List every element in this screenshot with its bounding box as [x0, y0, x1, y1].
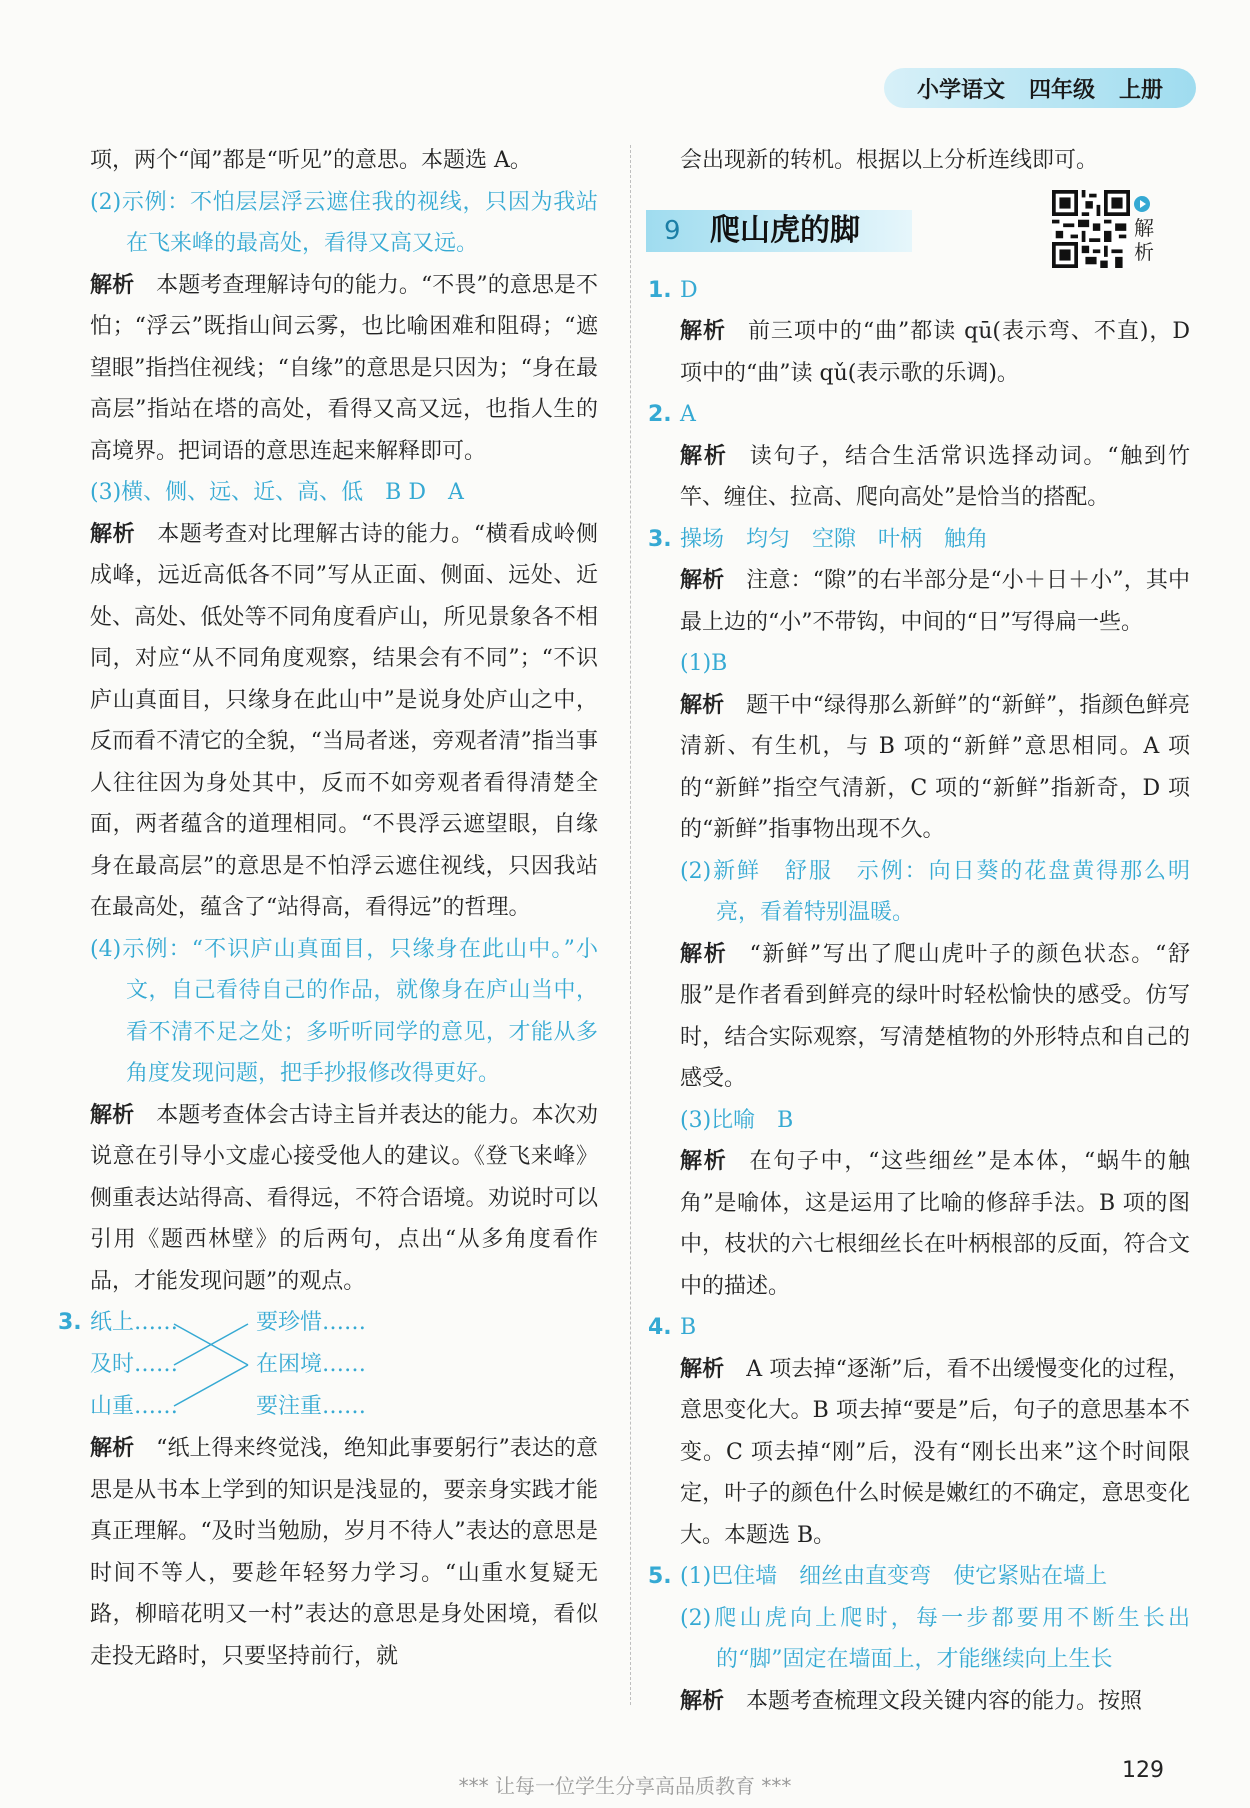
- answer-line: (2)爬山虎向上爬时，每一步都要用不断生长出的“脚”固定在墙面上，才能继续向上生长: [680, 1605, 1190, 1672]
- section-number: 9: [664, 215, 681, 246]
- question-number: 1.: [648, 277, 672, 303]
- analysis-text: 题干中“绿得那么新鲜”的“新鲜”，指颜色鲜亮清新、有生机，与 B 项的“新鲜”意思相同。A 项的“新鲜”指空气清新，C 项的“新鲜”指新奇，D 项的“新鲜”指事物出现不久。: [680, 692, 1190, 842]
- analysis-block: [90, 1095, 598, 1303]
- analysis-block: [90, 265, 598, 473]
- match-right-item: 要珍惜……: [256, 1310, 367, 1335]
- match-lines: [90, 1302, 350, 1428]
- analysis-label: 解析: [90, 1436, 135, 1461]
- play-icon[interactable]: [1134, 196, 1150, 212]
- analysis-block: [680, 560, 1190, 643]
- answer-text: A: [680, 402, 696, 427]
- answer-line: (1)B: [680, 651, 728, 676]
- grade-label: 四年级: [1028, 77, 1095, 103]
- analysis-block: [680, 1141, 1190, 1307]
- qr-label: 解析: [1134, 215, 1154, 264]
- answer-line: 会出现新的转机。根据以上分析连线即可。: [680, 148, 1099, 173]
- analysis-text: 前三项中的“曲”都读 qū(表示弯、不直)，D 项中的“曲”读 qǔ(表示歌的乐调)。: [680, 319, 1190, 386]
- answer-text: B: [680, 1315, 697, 1340]
- page-number: 129: [1122, 1758, 1164, 1783]
- question-answer: [648, 1556, 1190, 1598]
- match-left-item: 山重……: [90, 1394, 179, 1419]
- question-answer: [648, 394, 1190, 436]
- answer-line: (3)横、侧、远、近、高、低 B D A: [90, 480, 464, 505]
- answer-line: (4)示例：“不识庐山真面目，只缘身在此山中。”小文，自己看待自己的作品，就像身在庐山当中，看不清不足之处；多听听同学的意见，才能从多角度发现问题，把手抄报修改得更好。: [90, 936, 598, 1086]
- analysis-label: 解析: [680, 319, 726, 344]
- question-number: 3.: [648, 526, 672, 552]
- match-right-item: 在困境……: [256, 1352, 367, 1377]
- analysis-block: [680, 436, 1190, 519]
- match-line: [174, 1365, 248, 1406]
- left-column: [58, 140, 598, 1677]
- analysis-block: [680, 934, 1190, 1100]
- answer-text: 操场 均匀 空隙 叶柄 触角: [680, 526, 989, 552]
- column-divider: [630, 145, 631, 1705]
- analysis-text: “新鲜”写出了爬山虎叶子的颜色状态。“舒服”是作者看到鲜亮的绿叶时轻松愉快的感受。仿写时，结合实际观察，写清楚植物的外形特点和自己的感受。: [680, 941, 1190, 1091]
- analysis-label: 解析: [90, 521, 136, 547]
- analysis-text: 注意：“隙”的右半部分是“小＋日＋小”，其中最上边的“小”不带钩，中间的“日”写得扁一些。: [680, 568, 1190, 635]
- analysis-text: 本题考查体会古诗主旨并表达的能力。本次劝说意在引导小文虚心接受他人的建议。《登飞来峰》侧重表达站得高、看得远，不符合语境。劝说时可以引用《题西林壁》的后两句，点出“从多角度看作品，才能发现问题”的观点。: [90, 1102, 598, 1294]
- analysis-label: 解析: [680, 1149, 728, 1174]
- analysis-text: 本题考查理解诗句的能力。“不畏”的意思是不怕；“浮云”既指山间云雾，也比喻困难和阻碍；“遮望眼”指挡住视线；“自缘”的意思是只因为；“身在最高层”指站在塔的高处，看得又高又远，也指人生的高境界。把词语的意思连起来解释即可。: [90, 272, 598, 464]
- question-number: 3.: [58, 1310, 82, 1335]
- volume-label: 上册: [1119, 77, 1164, 103]
- analysis-label: 解析: [680, 568, 725, 593]
- answer-text: D: [680, 277, 698, 303]
- section-header: [646, 190, 1190, 264]
- question-answer: [648, 519, 1190, 561]
- analysis-text: 在句子中，“这些细丝”是本体，“蜗牛的触角”是喻体，这是运用了比喻的修辞手法。B 项的图中，枝状的六七根细丝长在叶柄根部的反面，符合文中的描述。: [680, 1149, 1190, 1299]
- analysis-block: [90, 514, 598, 929]
- question-number: 2.: [648, 402, 672, 427]
- question-number: 5.: [648, 1564, 672, 1589]
- analysis-text: A 项去掉“逐渐”后，看不出缓慢变化的过程，意思变化大。B 项去掉“要是”后，句子的意思基本不变。C 项去掉“刚”后，没有“刚长出来”这个时间限定，叶子的颜色什么时候是嫩红的不确定，意思变化大。本题选 B。: [680, 1356, 1190, 1548]
- answer-line: (2)示例：不怕层层浮云遮住我的视线，只因为我站在飞来峰的最高处，看得又高又远。: [90, 189, 598, 256]
- question-answer: [648, 270, 1190, 312]
- right-column: [648, 140, 1190, 1722]
- match-right-item: 要注重……: [256, 1394, 367, 1419]
- analysis-block: [90, 1428, 598, 1677]
- question-number: 4.: [648, 1315, 672, 1340]
- analysis-label: 解析: [680, 1688, 725, 1714]
- analysis-text: 本题考查梳理文段关键内容的能力。按照: [746, 1688, 1143, 1714]
- section-title: 爬山虎的脚: [710, 212, 860, 248]
- book-tag: [884, 68, 1196, 108]
- analysis-label: 解析: [680, 1356, 725, 1382]
- analysis-block: [680, 1349, 1190, 1557]
- analysis-text: “纸上得来终觉浅，绝知此事要躬行”表达的意思是从书本上学到的知识是浅显的，要亲身实践才能真正理解。“及时当勉励，岁月不待人”表达的意思是时间不等人，要趁年轻努力学习。“山重水复疑无路，柳暗花明又一村”表达的意思是身处困境，看似走投无路时，只要坚持前行，就: [90, 1436, 598, 1669]
- answer-line: (2)新鲜 舒服 示例：向日葵的花盘黄得那么明亮，看着特别温暖。: [680, 858, 1190, 925]
- analysis-text: 本题考查对比理解古诗的能力。“横看成岭侧成峰，远近高低各不同”写从正面、侧面、远处、近处、高处、低处等不同角度看庐山，所见景象各不相同，对应“从不同角度观察，结果会有不同”；“不识庐山真面目，只缘身在此山中”是说身处庐山之中，反而看不清它的全貌，“当局者迷，旁观者清”指当事人往往因为身处其中，反而不如旁观者看得清楚全面，两者蕴含的道理相同。“不畏浮云遮望眼，自缘身在最高层”的意思是不怕浮云遮住视线，只因我站在最高处，蕴含了“站得高，看得远”的哲理。: [90, 521, 598, 920]
- answer-text: (1)巴住墙 细丝由直变弯 使它紧贴在墙上: [680, 1564, 1108, 1589]
- answer-line: (3)比喻 B: [680, 1107, 794, 1133]
- analysis-label: 解析: [90, 272, 135, 298]
- footer-slogan: *** 让每一位学生分享高品质教育 ***: [458, 1774, 792, 1798]
- match-left-item: 纸上……: [90, 1310, 179, 1335]
- qr-code-icon[interactable]: [1052, 190, 1130, 268]
- analysis-block: [680, 311, 1190, 394]
- analysis-text: 读句子，结合生活常识选择动词。“触到竹竿、缠住、拉高、爬向高处”是恰当的搭配。: [680, 443, 1190, 510]
- analysis-label: 解析: [680, 443, 728, 469]
- subject-label: 小学语文: [916, 77, 1005, 103]
- analysis-label: 解析: [90, 1102, 135, 1128]
- question-answer: [648, 1307, 1190, 1349]
- analysis-label: 解析: [680, 692, 725, 718]
- analysis-block: [680, 685, 1190, 851]
- analysis-block: [680, 1681, 1190, 1723]
- answer-line: 项，两个“闻”都是“听见”的意思。本题选 A。: [90, 148, 532, 173]
- analysis-label: 解析: [680, 941, 728, 967]
- match-left-item: 及时……: [90, 1352, 179, 1377]
- matching-exercise: [58, 1302, 598, 1428]
